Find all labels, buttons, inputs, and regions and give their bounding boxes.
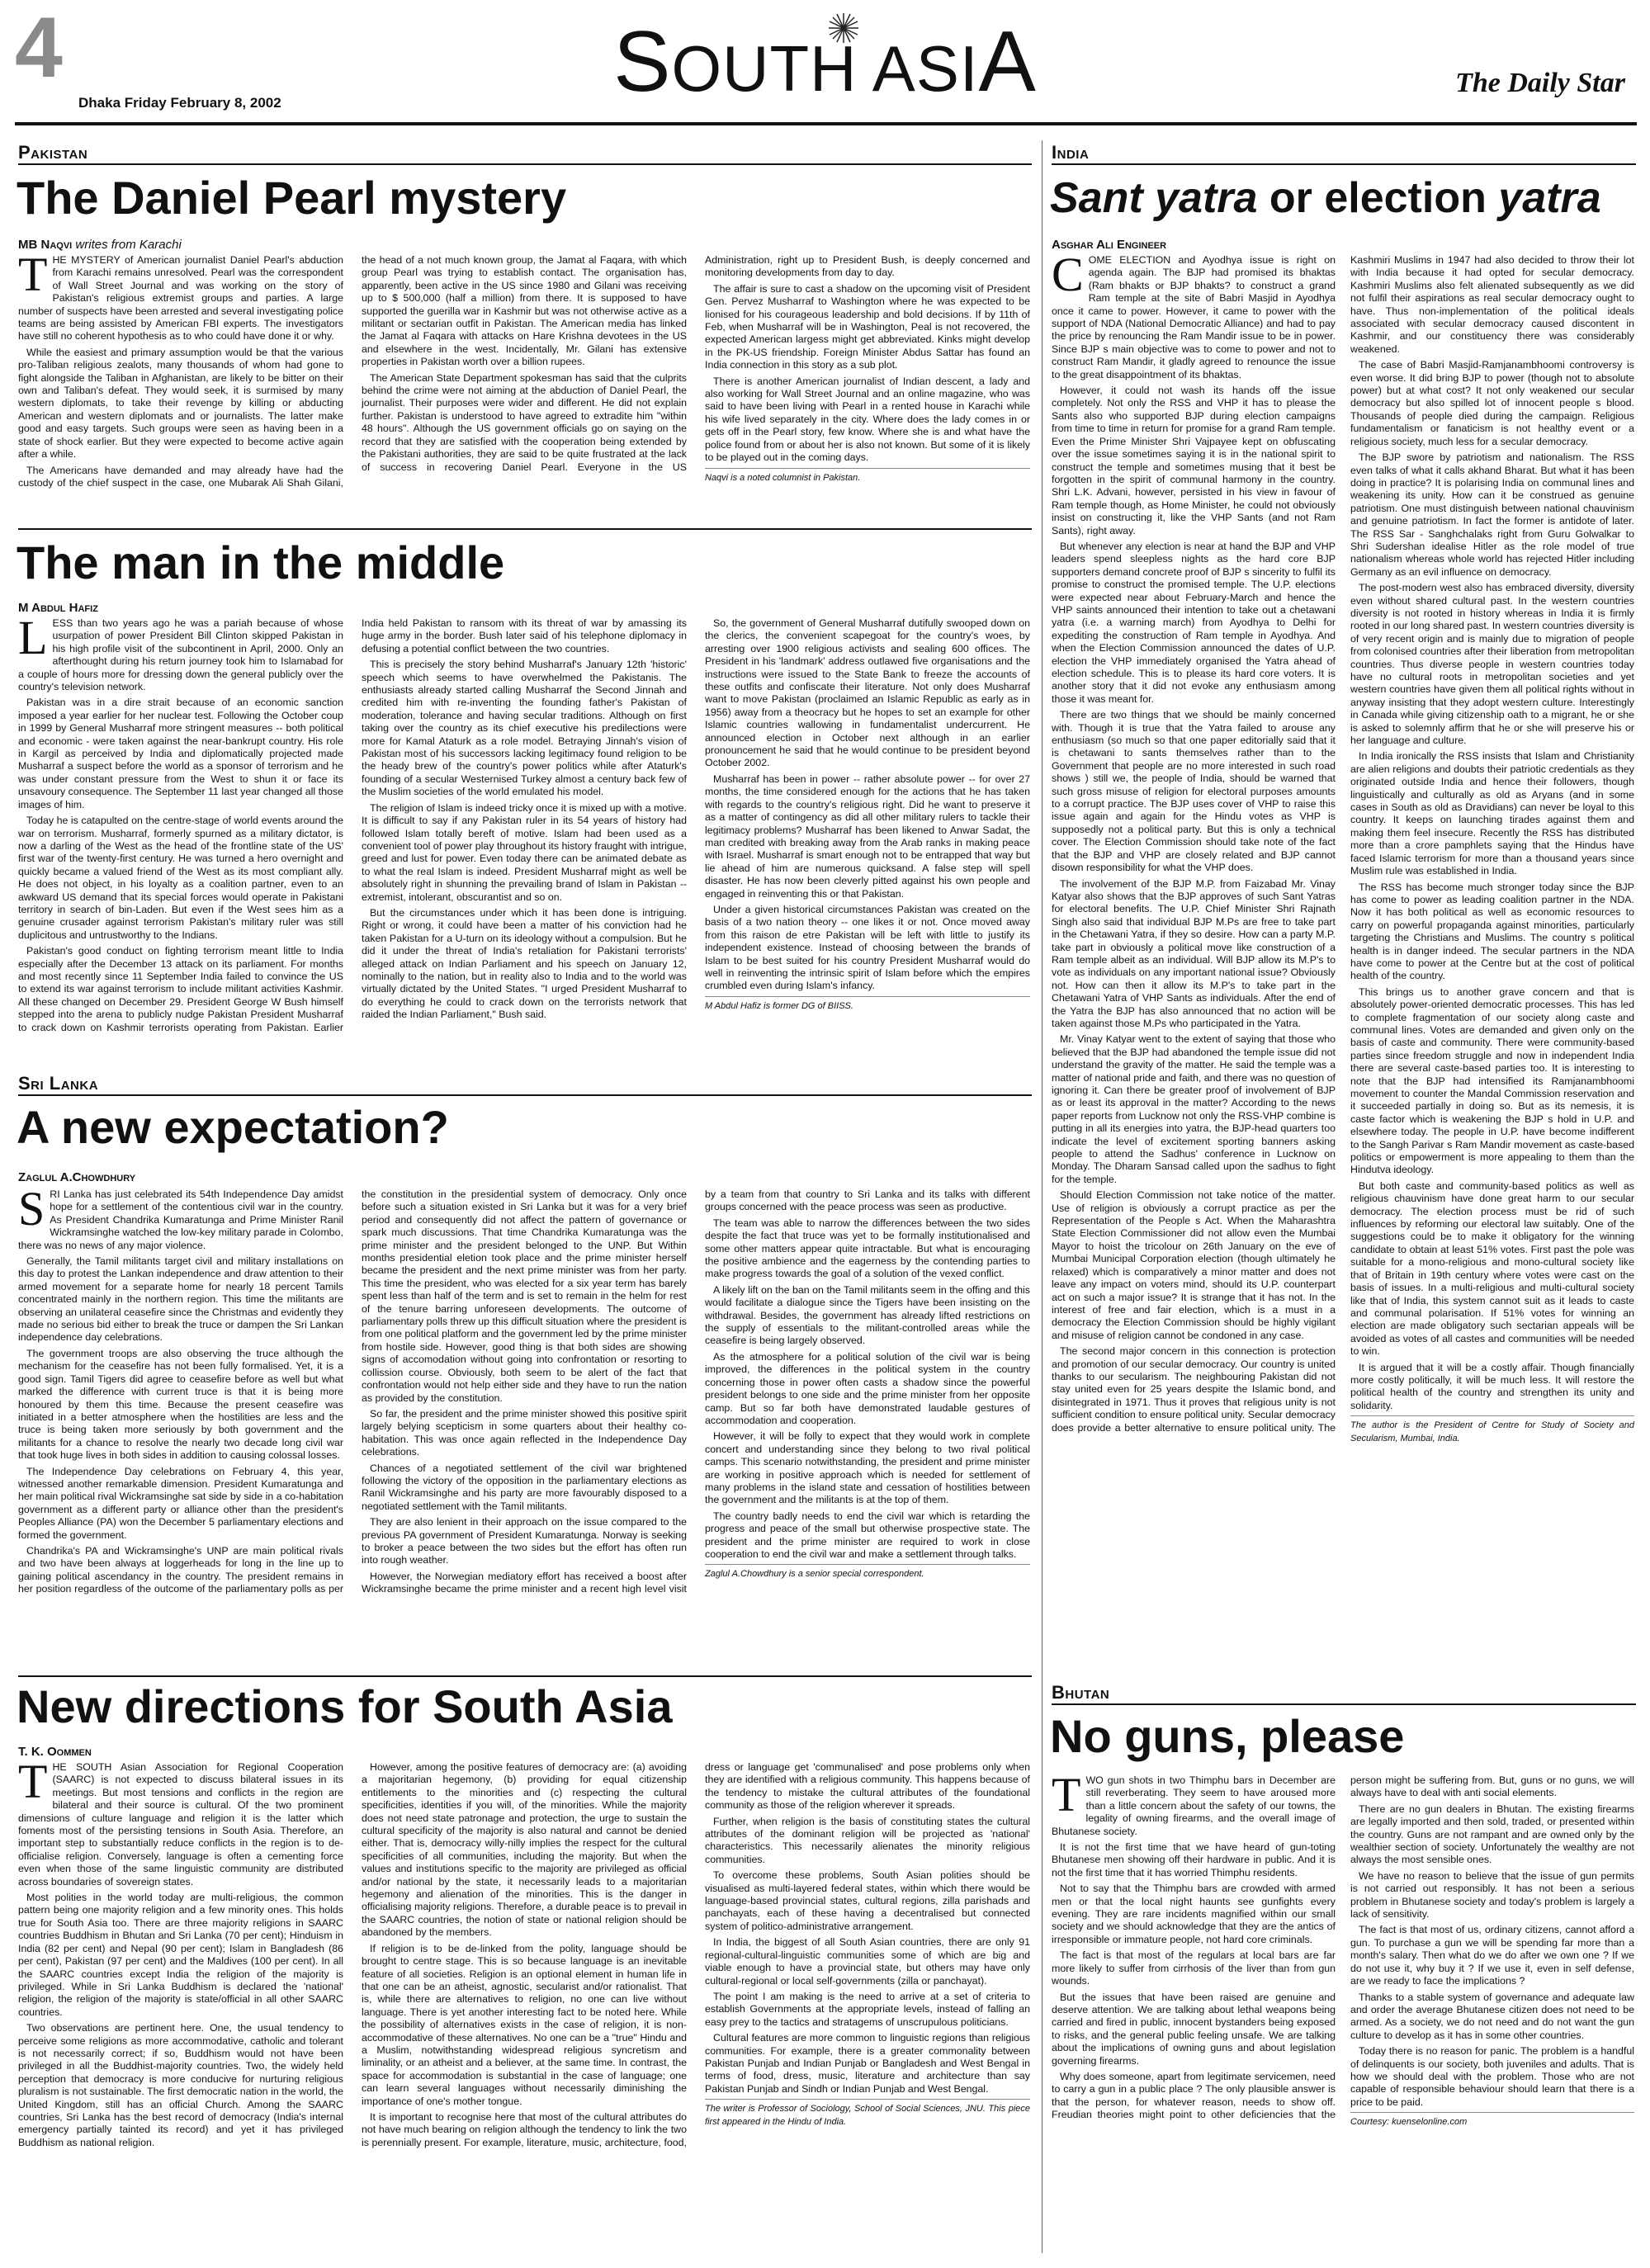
section-label-india: India xyxy=(1052,142,1090,163)
paragraph: The Americans have demanded and may already have had the custody of the chief suspect in the case, one Mubarak Ali Shah Gilani, the head of a not much known group, the Jamat al Faqara, with which group Pearl was trying to establish contact. The organisation has, apparently, been active in the US since 1980 and Gilani was receiving up to $ 500,000 (half a million) from there. It is supposed to have supported the guerilla war in Kashmir but was not otherwise active as a militant or sectarian outfit in Pakistan. The American media has linked the Jamat al Faqara with attacks on Hare Krishna devotees in the US and elsewhere in the west. Incidentally, Mr. Gilani has extensive properties in Pakistan worth over a billion rupees. xyxy=(18,254,687,489)
paragraph: Not to say that the Thimphu bars are crowded with armed men or that the local night haunts see gunfights every evening. They are rare incidents magnified within our small society and we should acknowledge that they are the antics of irresponsible or immature people, not hard core criminals. xyxy=(1052,1883,1336,1945)
section-rule xyxy=(18,1094,1032,1096)
paragraph: So, the government of General Musharraf dutifully swooped down on the clerics, the convenient scapegoat for the country's woes, by arresting over 1900 religious activists and sealing 600 offices. The President in his 'landmark' address outlawed five organisations and the instructions were issued to the State Bank to freeze the accounts of these outfits and confiscate their literature. Not only does Musharraf want to move Pakistan (proclaimed an Islamic Republic as early as in 1956) away from a theocracy but he hopes to set an example for other Islamic countries wallowing in fundamentalist undercurrent. He announced election in October next although in an earlier pronouncement he said that he would continue to be president beyond October 2002. xyxy=(705,617,1030,769)
star-emblem-icon xyxy=(827,12,860,45)
byline-chowdhury: Zaglul A.Chowdhury xyxy=(18,1170,136,1184)
paragraph: The country badly needs to end the civil war which is retarding the progress and peace of the small but otherwise prospective state. The president and the prime minister are required to work in close cooperation to end the civil war and make a settlement through talks. xyxy=(705,1510,1030,1560)
paragraph: Mr. Vinay Katyar went to the extent of saying that those who believed that the BJP had abandoned the temple issue did not understand the gravity of the matter. He said the temple was a matter of national pride and faith, and there was no question of ignoring it. Can there be greater proof of involvement of BJP as or least its approval in the matter? According to the news paper reports from Lucknow not only the RSS-VHP combine is putting in all its energies into yatra, the BJP-head quarters too indicate the level of excitement sporting banners asking people to attend the Sadhus' conference in Lucknow on Monday. The Dharam Sansad called upon the sadhus to fight for the temple. xyxy=(1052,1033,1336,1185)
paragraph: A likely lift on the ban on the Tamil militants seem in the offing and this would facilitate a dialogue since the Tigers have been insisting on the withdrawal. Besides, the government has already lifted restrictions on the supply of essentials to the militant-controlled areas while the ceasefire is being largely observed. xyxy=(705,1283,1030,1347)
paragraph: To overcome these problems, South Asian polities should be visualised as multi-layered federal states, within which there would be language-based provincial states, cultural regions, zilla parishads and panchayats, each of these having a decentralised but connected system of politico-administrative arrangement. xyxy=(705,1869,1030,1932)
paragraph: The involvement of the BJP M.P. from Faizabad Mr. Vinay Katyar also shows that the BJP approves of such Sant Yatras for electoral benefits. The U.P. Chief Minister Shri Rajnath Singh also said that individual BJP M.Ps are free to take part in the Chetawani Yatra, if they so desire. How can a party M.P. take part in obviously a political move like construction of a Ram temple albeit as an individual. Will BJP allow its M.P's to vote as individuals on any important national issue? Obviously not. How can then it allow its M.P's to take part in the Chetawani Yatra of VHP Sants as individuals. After the end of the Yatra the BJP has also announced that no action will be taken against those M.Ps who participated in the Yatra. xyxy=(1052,877,1336,1029)
paragraph: In India, the biggest of all South Asian countries, there are only 91 regional-cultural-linguistic communities some of which are big and viable enough to have a provincial state, but others may have only cultural-regional or local self-governments (zilla or panchayat). xyxy=(705,1936,1030,1987)
daily-star-logo: The Daily Star xyxy=(1455,68,1625,98)
paragraph: It is not the first time that we have heard of gun-toting Bhutanese men showing off their hardware in public. And it is not the first time that it has worried Thimphu residents. xyxy=(1052,1841,1336,1878)
paragraph: Why does someone, apart from legitimate servicemen, need to carry a gun in a public place ? The only plausible answer is that the person, for whatever reason, needs to show off. Freudian theories might point to other deficiencies that the person might be suffering from. But, guns or no guns, we will always have to deal with anti social elements. xyxy=(1052,1774,1634,2121)
paragraph: But both caste and community-based politics as well as religious chauvinism have done great harm to our secular democracy. The election process must be rid of such influences by reforming our electoral law suitably. One of the suggestions could be to make it obligatory for the winning candidate to obtain at least 51% votes. First past the pole was suitable for a mono-religious and mono-cultural society like that of Britain in 19th century where votes were cast on the basis of issues. In a multi-religious and multi-cultural society like that of India, this system cannot suit as it leads to caste and communal polarisation. If 51% votes for winning an election are made obligatory such sectarian appeals will be avoided as votes of all castes and communities will be needed to win. xyxy=(1350,1179,1634,1358)
paragraph: This is precisely the story behind Musharraf's January 12th 'historic' speech which seems to have overwhelmed the Pakistanis. The enthusiasts already started calling Musharraf the Second Jinnah and credited him with re-inventing the founding father's Pakistan of moderation, tolerance and having secular traditions. Although on first taking over the country as its chief executive his predilections were more for Kamal Ataturk as a role model. Betraying Jinnah's vision of Pakistan most of his successors lacking legitimacy found religion to be the heady brew of the country's power politics while after Ataturk's founding of a secular Westernised Turkey almost a century back few of the Muslim societies of the world emulated his model. xyxy=(362,659,687,798)
paragraph: However, among the positive features of democracy are: (a) avoiding a majoritarian hegemony, (b) providing for equal citizenship entitlements to the minorities and (c) respecting the cultural specificities, identities if you will, of the minorities. While the majority does not need state patronage and protection, the urge to sustain the cultural specificity of the majority is also natural and cannot be denied either. That is, democracy willy-nilly implies the respect for the cultural specificities of all communities, including the majority. But when the values and institutions specific to the majority are privileged as official and/or national by the state, it necessarily leads to a majoritarian hegemony and alienation of the minorities. This is the danger in officialising majority religions. Therefore, a durable peace is to prevail in the SAARC countries, the notion of state or national religion should be abandoned by the members. xyxy=(362,1761,687,1939)
paragraph: If religion is to be de-linked from the polity, language should be brought to centre stage. This is so because language is an inevitable feature of all societies. Religion is an optional element in human life in that one can be an atheist, agnostic, secularist and/or rationalist. That is, while there are alternatives to religion, no one can live without language. There is yet another interesting fact to be noted here. While the possibility of alternatives exists in the case of religion, it is non-accommodative of these alternatives. No one can be a "true" Hindu and a Muslim, notwithstanding widespread religious syncretism and liminality, or an atheist and a believer, at the same time. In contrast, the space for accommodation is substantial in the case of language; one can learn several languages without necessarily diminishing the importance of one's mother tongue. xyxy=(362,1942,687,2107)
section-label-pakistan: Pakistan xyxy=(18,142,88,163)
paragraph: Further, when religion is the basis of constituting states the cultural attributes of the dominant religion will be projected as 'national' characteristics. This necessarily alienates the minority religious communities. xyxy=(705,1815,1030,1865)
paragraph: The American State Department spokesman has said that the culprits behind the crime were not aiming at the abduction of Daniel Pearl, the journalist. Their purposes were wider and different. He did not explain further. Pakistan is understood to have agreed to extradite him "within 48 hours". Although the US government officials go on saying on the record that they are satisfied with the cooperation being extended by the Pakistani authorities, they are said to be quite frustrated at the lack of success in recovering Daniel Pearl. Everyone in the US Administration, right up to President Bush, is deeply concerned and monitoring developments from day to day. xyxy=(362,254,1030,473)
author-note: The writer is Professor of Sociology, School of Social Sciences, JNU. This piece first appeared in the Hindu of India. xyxy=(705,2099,1030,2129)
article-body-lanka xyxy=(18,1188,1030,1651)
byline-engineer: Asghar Ali Engineer xyxy=(1052,238,1167,252)
paragraph: Today there is no reason for panic. The problem is a handful of delinquents is our society, both juveniles and adults. That is how we should deal with the problem. Those who are not capable of responsible behaviour should learn that there is a price to be paid. xyxy=(1350,2045,1634,2108)
paragraph: In India ironically the RSS insists that Islam and Christianity are alien religions and doubts their patriotic credentials as they originated outside India and hence their followers, though linguistically and culturally as old as Aryans (and in some cases in South as old as Dravidians) can never be loyal to this country. It keeps on launching tirades against them and making them feel insecure. Recently the RSS has distributed more than a crore pamphlets saying that the Hindus have faced Islamic terrorism for more than a thousand years since Muslim rule was established in India. xyxy=(1350,750,1634,877)
headline-daniel-pearl: The Daniel Pearl mystery xyxy=(17,172,567,224)
paragraph: The fact is that most of us, ordinary citizens, cannot afford a gun. To purchase a gun we will be spending far more than a month's salary. Then what do we do after we own one ? If we do not use it, why buy it ? If we use it, even in self defense, are we ready to face the implications ? xyxy=(1350,1924,1634,1987)
paragraph: TWO gun shots in two Thimphu bars in December are still reverberating. They seem to have aroused more than a little concern about the safety of our towns, the legality of owning firearms, and the overall image of Bhutanese society. xyxy=(1052,1774,1336,1837)
paragraph: But the issues that have been raised are genuine and deserve attention. We are talking about lethal weapons being carried and fired in public, innocent bystanders being exposed to risks, and the general public feeling unsafe. We are talking about the implications of owning guns and about legislation governing firearms. xyxy=(1052,1991,1336,2067)
author-note: The author is the President of Centre for Study of Society and Secularism, Mumbai, India. xyxy=(1350,1415,1634,1445)
paragraph: Should Election Commission not take notice of the matter. Use of religion is obviously a corrupt practice as per the Representation of the People s Act. When the Maharashtra State Election Commissioner did not allow even the Mumbai Mayor to hoist the tricolour on 26th January on the eve of Mumbai Municipal Corporation election (though ultimately he relaxed) which is comparatively a minor matter and does not leave any impact on voters mind, should its U.P. counterpart act on such a major issue? It is strange that it has not. In the interest of free and fair election, which is a must in a democracy the Election Commission should be highly vigilant and misuse of religion cannot be condoned in any case. xyxy=(1052,1189,1336,1341)
article-body-bhutan xyxy=(1052,1774,1634,2256)
paragraph: The Independence Day celebrations on February 4, this year, witnessed another remarkable dimension. President Kumaratunga and her main political rival Wickramsinghe sat side by side in a co-habitation government as a different party or alliance other than the president's Peoples Alliance (PA) won the December 5 parliamentary elections and formed the government. xyxy=(18,1465,343,1541)
page-number: 4 xyxy=(15,0,63,96)
paragraph: We have no reason to believe that the issue of gun permits is not carried out responsibly. It has not been a serious problem in Bhutanese society and today's problem is largely a lack of sensitivity. xyxy=(1350,1869,1634,1921)
paragraph: THE SOUTH Asian Association for Regional Cooperation (SAARC) is not expected to discuss bilateral issues in its meetings. But most tensions and conflicts in the region are bilateral and their source is cultural. Of the two prominent dimensions of culture language and religion it is the latter which foments most of the persisting tensions in South Asia. Therefore, an important step to substantially reduce conflicts in the region is to de-officialise religion. Conversely, language is often a cementing force even when those of the same linguistic community are distributed across boundaries of sovereign states. xyxy=(18,1761,343,1888)
paragraph: However, the Norwegian mediatory effort has received a boost after Wickramsinghe became the prime minister and a recent high level visit by a team from that country to Sri Lanka and its talks with different groups concerned with the peace process was seen as productive. xyxy=(362,1188,1030,1595)
dateline: Dhaka Friday February 8, 2002 xyxy=(78,95,281,111)
headline-man-in-middle: The man in the middle xyxy=(17,536,505,588)
headline-sant-yatra: Sant yatra or election yatra xyxy=(1050,174,1601,222)
paragraph: There are no gun dealers in Bhutan. The existing firearms are legally imported and then sold, traded, or presented within the country. Guns are not rampant and are owned only by the wealthier section of society. Unfortunately the wealthy are not always the most sensible ones. xyxy=(1350,1803,1634,1866)
paragraph: They are also lenient in their approach on the issue compared to the previous PA government of President Kumaratunga. Norway is seeking to broker a peace between the two sides but the effort has often run into rough weather. xyxy=(362,1516,687,1566)
author-note: Zaglul A.Chowdhury is a senior special correspondent. xyxy=(705,1564,1030,1581)
paragraph: Cultural features are more common to linguistic regions than religious communities. For example, there is a greater commonality between Pakistan Punjab and Indian Punjab or Bangladesh and West Bengal in terms of food, dress, music, literature and architecture than say Pakistan Punjab and Sindh or Indian Punjab and West Bengal. xyxy=(705,2032,1030,2095)
paragraph: COME ELECTION and Ayodhya issue is right on agenda again. The BJP had promised its bhaktas (Ram bhakts or BJP bhakts? to construct a grand Ram temple at the site of Babri Masjid in Ayodhya once it came to power. However, it came to power with the support of NDA (National Democratic Alliance) and had to pay the price by renouncing the Ram Mandir issue to be in power. Since BJP s main objective was to come to power and not to construct Ram Mandir, it gladly agreed to renounce the issue to the great disappointment of its bhaktas. xyxy=(1052,254,1336,380)
paragraph: Musharraf has been in power -- rather absolute power -- for over 27 months, the time considered enough for the actions that he has taken with regards to the country's religious right. Did he want to preserve it as a matter of contingency as did all other military rulers to tackle their legitimacy problems? Musharraf has been likened to Anwar Sadat, the man credited with breaking away from the Arab ranks in making peace with Israel. Musharraf is smart enough not to be entrapped that way but lie ahead of him are numerous quicksand. A false step will spell disaster. He has now been cleverly pitted against his own people and engaged in reinventing this or that Pakistan. xyxy=(705,773,1030,900)
paragraph: The BJP swore by patriotism and nationalism. The RSS even talks of what it calls akhand Bharat. But what it has been doing in practice? It is polarising India on communal lines and weakening its unity. How can it be construed as genuine patriotism. One must distinguish between national chauvinism and genuine patriotism. In fact the former is antidote of later. The RSS Sar - Sanghchalaks right from Guru Golwalkar to Shri Sudershan idealise Hitler as the role model of true nationalism whereas whole world has rejected Hitler including Germany as an evil influence on democracy. xyxy=(1350,451,1634,578)
paragraph: The RSS has become much stronger today since the BJP has come to power as leading coalition partner in the NDA. Now it has both political as well as economic resources to carry on powerful propaganda against minorities, particularly targeting the Christians and Muslims. The country s political health is in danger indeed. The secular partners in the NDA have come to power at the Centre but at the cost of political health of the country. xyxy=(1350,881,1634,982)
headline-new-directions: New directions for South Asia xyxy=(17,1680,673,1732)
paragraph: This brings us to another grave concern and that is absolutely power-oriented democratic processes. This has led to complete fragmentation of our society along caste and communal lines. Votes are demanded and given only on the basis of caste and community. There were community-based parties since freedom struggle and now in independent India there are several caste-based parties too. It is interesting to note that the BJP had intensified its Ramjanambhoomi movement to counter the Mandal Commission reservation and it succeeded partially in doing so. But as its nemesis, it is caste factor which is weakening the BJP s hold in U.P. and elsewhere today. The people in U.P. have become indifferent to the Sangh Parivar s Ram Mandir movement as caste-based politics or empowerment is more appealing to them than the Hindutva ideology. xyxy=(1350,985,1634,1176)
article-body-middle xyxy=(18,617,1030,1061)
paragraph: THE MYSTERY of American journalist Daniel Pearl's abduction from Karachi remains unresolved. Pearl was the correspondent of Wall Street Journal and was working on the story of Pakistan's religious extremist groups and parties. A large number of suspects have been arrested and several investigating police teams are being assisted by American FBI experts. The investigators have still no coherent hypothesis as to who could have done it or why. xyxy=(18,254,343,343)
article-body-india xyxy=(1052,254,1634,1651)
paragraph: It is important to recognise here that most of the cultural attributes do not have much bearing on religion although the tendency to link the two is perennially present. For example, literature, music, architecture, food, dress or language get 'communalised' and pose problems only when they are identified with a religious community. This happens because of the tendency to mistake the cultural attributes of the foundational community as those of the religion wherever it spreads. xyxy=(362,1761,1030,2148)
paragraph: Most polities in the world today are multi-religious, the common pattern being one majority religion and a few minority ones. This holds true for South Asia too. There are three majority religions in SAARC countries Buddhism in Bhutan and Sri Lanka (70 per cent); Hinduism in India (82 per cent) and Nepal (90 per cent); Islam in Bangladesh (86 per cent), Pakistan (97 per cent) and the Maldives (100 per cent). In all the SAARC countries except India the religion of the majority is privileged. While in Sri Lanka Buddhism is declared the 'national' religion, the religion of the majority is state/official in all other SAARC countries. xyxy=(18,1892,343,2018)
paragraph: Chances of a negotiated settlement of the civil war brightened following the victory of the opposition in the parliamentary elections as Ranil Wickramsinghe and his party are more favourably disposed to a negotiated settlement with the Tamil militants. xyxy=(362,1462,687,1512)
byline-hafiz: M Abdul Hafiz xyxy=(18,601,98,615)
author-note: M Abdul Hafiz is former DG of BIISS. xyxy=(705,996,1030,1013)
paragraph: The religion of Islam is indeed tricky once it is mixed up with a motive. It is difficult to say if any Pakistan ruler in its 54 years of history had followed Islam totally bereft of motive. Islam had been used as a convenient tool of power play throughout its history fraught with intrigue, greed and lust for power. Even today there can be animated debate as to what the real Islam is indeed. President Musharraf might as well be absolutely right in shunning the prevailing brand of Islam in Pakistan -- extremist, intolerant, obscurantist and so on. xyxy=(362,801,687,903)
masthead-rule xyxy=(15,122,1637,125)
paragraph: The government troops are also observing the truce although the mechanism for the ceasefire has not been fully formalised. Yet, it is a good sign. Tamil Tigers did agree to ceasefire before as well but what marked the difference with current truce is that it is being more honoured by them this time. Because the present ceasefire was initiated in a better atmosphere when the hostilities are less and the truce is being taken more seriously by both government and the militants for a chance to resolve the nearly two decade long civil war that took huge lives in both sides in addition to causing colossal losses. xyxy=(18,1347,343,1462)
section-label-sri-lanka: Sri Lanka xyxy=(18,1073,99,1094)
section-rule xyxy=(18,528,1032,530)
paragraph: The second major concern in this connection is protection and promotion of our secular democracy. Our country is united thanks to our secularism. The neighbouring Pakistan did not stay united even for 25 years despite the Islamic bond, and disintegrated in 1971. Thus it proves that religious unity is not sufficient condition to ensure political unity. Secular democracy does provide a better alternative to ensure political unity. The Kashmiri Muslims in 1947 had also decided to throw their lot with India because it had opted for secular democracy. Kashmiri Muslims also felt alienated subsequently as we did not fulfil their aspirations as real secular democracy ought to have. Thus non-implementation of the political ideals associated with secular democracy caused discontent in Kashmir, and our constituency there was considerably weakened. xyxy=(1052,254,1634,1434)
section-rule xyxy=(18,1675,1032,1677)
section-label-bhutan: Bhutan xyxy=(1052,1682,1110,1703)
paragraph: Thanks to a stable system of governance and adequate law and order the average Bhutanese citizen does not need to be armed. As a society, we do not need and do not want the gun culture to develop as it has in some other countries. xyxy=(1350,1991,1634,2041)
paragraph: LESS than two years ago he was a pariah because of whose usurpation of power President Bill Clinton skipped Pakistan in his high profile visit of the subcontinent in April, 2000. Only an afterthought during his return journey took him to Islamabad for a couple of hours more for dressing down the general publicly over the country's television network. xyxy=(18,617,343,693)
paragraph: The point I am making is the need to arrive at a set of criteria to establish Governments at the appropriate levels, instead of falling an easy prey to the tactics and stratagems of unscrupulous politicians. xyxy=(705,1990,1030,2028)
paragraph: The affair is sure to cast a shadow on the upcoming visit of President Gen. Pervez Musharraf to Washington where he was expected to be lionised for his courageous leadership and bold decisions. If by 11th of Feb, when Musharraf will be in Washington, Peal is not recovered, the expected American largess might get abbreviated. Kinks might develop in the PK-US friendship. Foreign Minister Abdus Sattar has found an India connection in this story as a sub plot. xyxy=(705,282,1030,371)
byline-naqvi: MB Naqvi writes from Karachi xyxy=(18,238,182,252)
paragraph: There is another American journalist of Indian descent, a lady and also working for Wall Street Journal and an online magazine, who was said to have been living with Pearl in a rented house in Karachi while his wife lived separately in the city. Where does the lady comes in or gets off in the Pearl story, few know. Where she is and what have the police found from or about her is also not known. But some of it is likely to be played out in the coming days. xyxy=(705,375,1030,464)
paragraph: As the atmosphere for a political solution of the civil war is being improved, the differences in the political system in the country concerning those in power often casts a shadow since the powerful president belongs to one side and the prime minister from her opposite camp. But so far both have demonstrated laudable gestures of accommodation and cooperation. xyxy=(705,1350,1030,1426)
paragraph: SRI Lanka has just celebrated its 54th Independence Day amidst hope for a settlement of the contentious civil war in the country. As President Chandrika Kumaratunga and Prime Minister Ranil Wickramsinghe watched the low-key military parade in Colombo, there was no news of any major violence. xyxy=(18,1188,343,1251)
article-body-directions xyxy=(18,1761,1030,2256)
section-rule xyxy=(18,163,1032,165)
masthead-title: SOUTH ASIA xyxy=(613,14,1037,110)
section-rule xyxy=(1052,1703,1636,1705)
paragraph: But whenever any election is near at hand the BJP and VHP leaders spend sleepless nights as the hard core BJP supporters demand concrete proof of BJP s sincerity to fulfil its promise to construct the promised temple. The U.P. elections were expected near about February-March and hence the VHP saints announced their intention to take out a chetawani yatra (i.e. a warning march) from Ayodhya to Delhi for expediting the construction of Ram temple in Ayodhya. And when the Election Commission announced the dates of U.P. election the VHP immediately organised the Yatra ahead of election schedule. This is to please its hard core voters. It is another story that it did not evoke any enthusiasm among those it was meant for. xyxy=(1052,540,1336,705)
paragraph: Chandrika's PA and Wickramsinghe's UNP are main political rivals and two have been always at loggerheads for long in the line up to gaining political ascendancy in the country. The president remains in her position regardless of the outcome of the parliamentary polls as per the constitution in the presidential system of democracy. Only once before such a situation existed in Sri Lanka but it was for a very brief period and consequently did not affect the pattern of governance or spark much discussions. That time Chandrika Kumaratunga was the prime minister and the president belonged to the UNP. But Within months presidential eletion took place and the prime minister herself became the president and the next prime minister was from her party. This time the president, who was elected for a six year term has barely spent less than half of the term and is set to remain in the helm for rest of the tenure barring unforeseen developments. The outcome of parliamentary polls threw up this difficult situation where the president is from one political platform and the government led by the prime minister from hostile side. However, good thing is that both sides are showing signs of accomodation without going into confrontation or resorting to collission course. Obviously, both seem to be alert of the fact that confrontation would not help either side and they have to run the nation as provided by the constitution. xyxy=(18,1188,687,1595)
paragraph: However, it will be folly to expect that they would work in complete concert and understanding since they belong to two rival political camps. This scenario notwithstanding, the president and prime minister are working in positive approach which is needed for settlement of many problems in the island state and cessation of hostilities between the government and the militants is at the top of them. xyxy=(705,1430,1030,1506)
article-body-pearl xyxy=(18,254,1030,517)
paragraph: Pakistan was in a dire strait because of an economic sanction imposed a year earlier for her nuclear test. Following the October coup in 1999 by General Musharraf more stringent measures -- both political and economic - were taken against the near-bankrupt country. His role in Kargil as perceived by India and diplomatically projected made Musharraf a suspect before the world as a sponsor of terrorism and he was under constant pressure from the West to shun it or face its unsavoury consequence. The September 11 last year changed all those images of him. xyxy=(18,697,343,810)
author-note: Naqvi is a noted columnist in Pakistan. xyxy=(705,468,1030,484)
paragraph: While the easiest and primary assumption would be that the various pro-Taliban religious zealots, many thousands of whom had gone to fight alongside the Taliban in Afghanistan, are likely to be bitter on their own and Taliban's defeat. They would seek, it is surmised by many western diplomats, to take their revenge by killing or abducting American and western diplomats and or journalists. The latter make good and easy targets. Such groups were seen as having been in a state of shock earlier. But they were expected to become active again after a while. xyxy=(18,346,343,461)
paragraph: But the circumstances under which it has been done is intriguing. Right or wrong, it could have been a matter of his conviction had he taken Pakistan for a U-turn on its ideology without a compulsion. But he did it under the threat of India's retaliation for Pakistani terrorists' alleged attack on Indian Parliament and his speech on January 12, nominally to the nation, but in reality also to India and to the world was virtually dictated by the United States. "I urged President Musharraf to do everything he could to crack down on the terrorists network that raided the Indian Parliament," Bush said. xyxy=(362,906,687,1021)
byline-oommen: T. K. Oommen xyxy=(18,1745,92,1759)
paragraph: The case of Babri Masjid-Ramjanambhoomi controversy is even worse. It did bring BJP to power (though not to absolute power) but at what cost? It not only weakened our secular democracy but also spilled lot of innocent people s blood. Thousands of people died during the campaign. Religious fundamentalism or fanaticism is not healthy event or a religious society, much less for a secular democracy. xyxy=(1350,359,1634,447)
paragraph: The team was able to narrow the differences between the two sides despite the fact that truce was yet to be formally institutionalised and some other matters appear quite intractable. But what is encouraging the positive ambience and the eagerness by the contending parties to make progress towards the goal of a solution of the vexed conflict. xyxy=(705,1217,1030,1280)
paragraph: So far, the president and the prime minister showed this positive spirit largely belying scepticism in some quarters about their healthy co-habitation. This was once again reflected in the Independence Day celebrations. xyxy=(362,1407,687,1458)
paragraph: Generally, the Tamil militants target civil and military installations on this day to protest the Lankan independence and draw attention to their armed movement for a separate home for nearly 18 percent Tamils concentrated mainly in the northern region. This time the militants are observing an unilateral ceasefire since the Christmas and evidently they made no serious bid either to break the truce or dampen the Sri Lankan independence day celebrations. xyxy=(18,1255,343,1344)
headline-no-guns: No guns, please xyxy=(1050,1710,1405,1762)
paragraph: The fact is that most of the regulars at local bars are far more likely to suffer from cirrhosis of the liver than from gun wounds. xyxy=(1052,1949,1336,1987)
paragraph: The post-modern west also has embraced diversity, diversity even without shared cultural past. In the western countries diversity is not rooted in history whereas in India it is firmly rooted in our long shared past. In western countries diversity is of very recent origin and is mainly due to migration of people from colonised countries after their liberation from metropolitan countries. Thus diverse people in western countries today have no cultural roots in metropolitan societies and yet western countries have given them all political rights without in anyway insisting that they adopt western culture. Interestingly in Canada while giving citizenship oath to a migrant, he or she is asked to solemnly affirm that he or she will preserve his or her language and culture. xyxy=(1350,582,1634,747)
paragraph: However, it could not wash its hands off the issue completely. Not only the RSS and VHP it has to please the Sants also who supported BJP during election campaigns from time to time in return for promise for a grand Ram temple. Even the Prime Minister Shri Vajpayee kept on obfuscating over the issue sometimes saying it is in the national spirit to construct the temple and sometimes musing that it best be forgotten in the spirit of communal harmony in the country. Shri L.K. Advani, however, persisted in his view in favour of Ram temple though, as Home Minister, he could not obviously insist on constructing it, like the VHP Sants (and not Ram Sants), right away. xyxy=(1052,385,1336,536)
section-rule xyxy=(1052,163,1636,165)
paragraph: Pakistan's good conduct on fighting terrorism meant little to India especially after the December 13 attack on its parliament. For months and most recently since 11 September India failed to convince the US to extend its war against terrorism to include militant activities Kashmir. All these changed on December 29. President George W Bush himself stepped into the arena to publicly nudge Pakistan President Musharraf to crack down on Kashmir terrorists operating from Pakistan. Earlier India held Pakistan to ransom with its threat of war by amassing its huge army in the border. Bush later said of his telephone diplomacy in defusing a potential conflict between the two countries. xyxy=(18,617,687,1033)
paragraph: Under a given historical circumstances Pakistan was created on the basis of a two nation theory -- one likes it or not. Once moved away from this raison de etre Pakistan will be left with little to justify its independent existence. Instead of choosing between the brands of Islam to be best suited for his country President Musharraf would do well in reinventing the intrinsic spirit of Islam before which the empires crumbled even during Islam's infancy. xyxy=(705,903,1030,992)
headline-new-expectation: A new expectation? xyxy=(17,1101,449,1153)
paragraph: Two observations are pertinent here. One, the usual tendency to perceive some religions as more accommodative, catholic and tolerant is not necessarily correct; if so, Buddhism would not have been privileged in all the Buddhist-majority countries. Two, the widely held perception that democracy is more conducive for nurturing religious pluralism is not sustainable. The first democratic nation in the world, the United Kingdom, still has an official Church. Among the SAARC countries, Sri Lanka has the best record of democracy (India's internal emergency partially tainted its record) and yet it has privileged Buddhism as national religion. xyxy=(18,2022,343,2148)
courtesy-note: Courtesy: kuenselonline.com xyxy=(1350,2112,1634,2129)
paragraph: It is argued that it will be a costly affair. Though financially more costly politically, it will be much less. It will restore the political health of the country and strengthen its unity and solidarity. xyxy=(1350,1361,1634,1411)
paragraph: Today he is catapulted on the centre-stage of world events around the war on terrorism. Musharraf, formerly spurned as a military dictator, is now a darling of the West as the head of the frontline state of the US' first war of the twenty-first century. He was turned a hero overnight and quickly became a valued friend of the West as its most compliant ally. He does not object, in his loyalty as a coalition partner, even to an awkward US demand that its special forces would operate in Pakistani territory in search of bin-Laden. But even if the West sees him as a genuine crusader against terrorism Pakistan's military ruler was still duplicitous and untrustworthy to the Indians. xyxy=(18,815,343,941)
paragraph: There are two things that we should be mainly concerned with. Though it is true that the Yatra failed to arouse any enthusiasm (so much so that one paper editorially said that it is chetawani to sants themselves rather than to the Government that people are no more interested in such road shows ) still we, the people of India, should be warned that such gross misuse of religion for electoral purposes amounts to a corrupt practice. The BJP uses cover of VHP to raise this issue again and again for the Hindu votes as VHP is supposedly not a political party. But this is only a technical cover. The Election Commission should take note of the fact that the BJP and VHP are closely related and BJP cannot disown responsibility for what the VHP does. xyxy=(1052,709,1336,874)
